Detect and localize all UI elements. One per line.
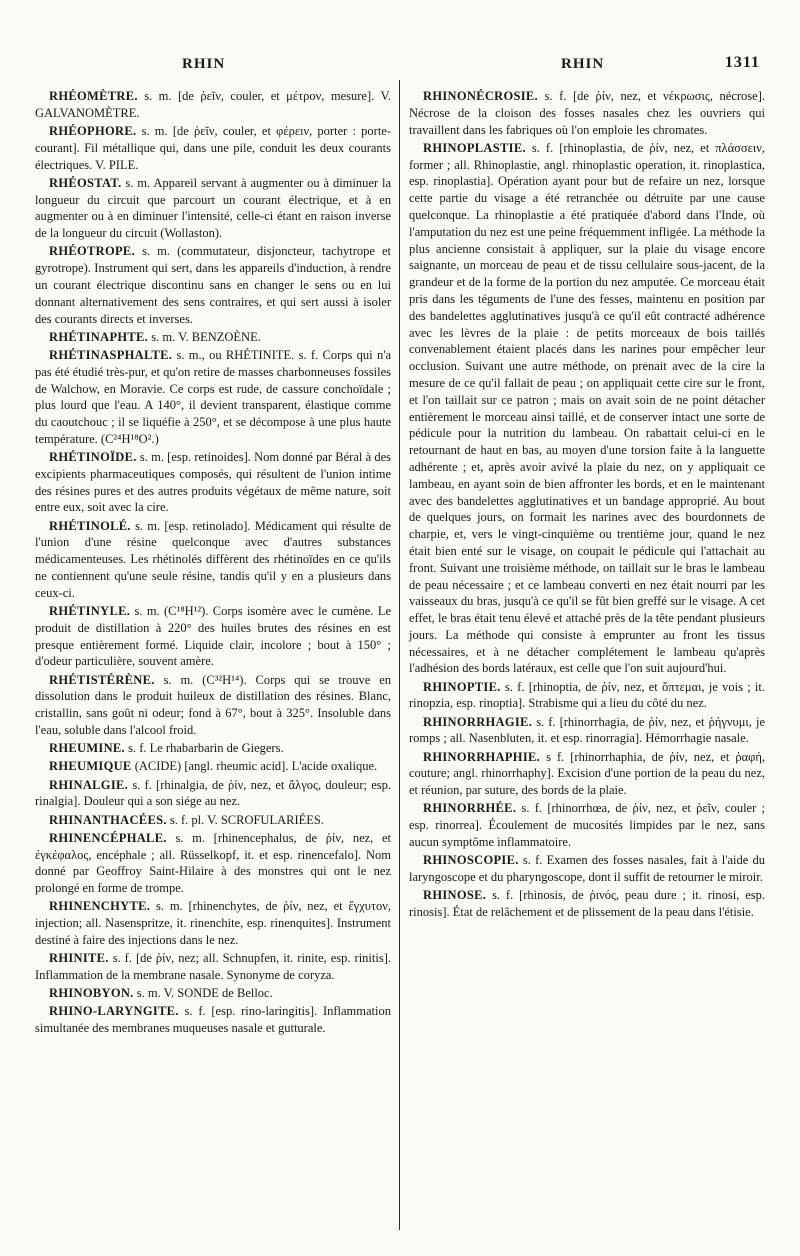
dictionary-entry — [35, 758, 391, 775]
entry-definition: s. f. Examen des fosses nasales, fait à l'aide du laryngoscope et du pharyngoscope, dont il suffit de retourner le miroir. — [409, 853, 766, 884]
entry-definition: s. m. (C¹⁸H¹²). Corps isomère avec le cumène. Le produit de distillation à 220° des huiles brutes des résines en est presque entièrement formé. Liquide clair, incolore ; bout à 150° ; d'odeur particulière, souvent amère. — [35, 604, 391, 669]
entry-headword: RHINOSCOPIE. — [423, 853, 519, 868]
entry-definition: s. f. [rhinorrhœa, de ῥίν, nez, et ῥεῖν, couler ; esp. rinorrea]. Écoulement de mucosités limpides par le nez, sans aucun symptôme inflammatoire. — [409, 801, 765, 850]
dictionary-entry — [409, 679, 765, 713]
dictionary-entry — [35, 243, 391, 327]
entry-headword: RHEUMINE. — [49, 741, 125, 756]
dictionary-entry — [409, 714, 765, 748]
entry-headword: RHÉOMÈTRE. — [49, 89, 138, 103]
entry-definition: s f. [rhinorrhaphia, de ῥίν, nez, et ῥαφή, couture; angl. rhinorrhaphy]. Excision d'une portion de la peau du nez, et réunion, par suture, des bords de la plaie. — [409, 749, 765, 798]
entry-headword: RHINOPLASTIE. — [423, 140, 526, 155]
entry-headword: RHINOSE. — [423, 888, 487, 903]
running-header-left: RHIN — [182, 56, 226, 72]
column-divider — [399, 80, 400, 1230]
dictionary-entry — [35, 777, 391, 811]
entry-headword: RHÉTINYLE. — [49, 604, 131, 619]
dictionary-entry — [35, 830, 391, 897]
entry-headword: RHÉTINAPHTE. — [49, 329, 149, 344]
entry-definition: s. m. [rhinencephalus, de ῥίν, nez, et ἐγκέφαλος, encéphale ; all. Rüsselkopf, it. et esp. rinencefalo]. Nom donné par Geoffroy Saint-Hilaire à des monstres qui ont le nez prolongé en forme de trompe. — [35, 830, 391, 896]
dictionary-entry — [35, 950, 391, 984]
entry-definition: s. m., ou RHÉTINITE. s. f. Corps qui n'a pas été étudié très-pur, et qu'on retire de masses charbonneuses fossiles de Walchow, en Moravie. Ce corps est rude, de cassure conchoïdale ; plus lourd que l'eau. A 140°, il devient transparent, élastique comme du caoutchouc ; il se liquéfie à 250°, et se décompose à une plus haute température. (C²⁴H¹⁸O².) — [35, 347, 391, 446]
entry-definition: s. f. [rhinosis, de ῥινός, peau dure ; it. rinosi, esp. rinosis]. État de relâchement et de plissement de la peau dans l'étisie. — [409, 888, 766, 919]
entry-definition: s. m. Appareil servant à augmenter ou à diminuer la longueur du circuit que parcourt un courant électrique, et à en augmenter ou à en diminuer l'intensité, celle-ci étant en raison inverse de la longueur du circuit (Wollaston). — [35, 175, 391, 241]
dictionary-entry — [35, 123, 391, 173]
dictionary-entry — [35, 812, 391, 829]
entry-headword: RHÉTISTÉRÈNE. — [49, 672, 155, 687]
dictionary-entry — [409, 887, 765, 921]
entry-definition: s. m. [rhinenchytes, de ῥίν, nez, et ἔγχυτον, injection; all. Nasenspritze, it. rinenchite, esp. rinenquites]. Instrument destiné à faire des injections dans le nez. — [35, 899, 391, 947]
entry-definition: s. m. (commutateur, disjoncteur, tachytrope et gyrotrope). Instrument qui sert, dans les appareils d'induction, à rendre un courant électrique discontinu sans en changer le sens ou en lui donnant alternativement des sens contraires, et qui sert aussi à isoler des courants directs et inverses. — [35, 244, 392, 326]
running-header-right: RHIN — [561, 56, 605, 72]
entry-headword: RHINOPTIE. — [423, 679, 501, 694]
entry-headword: RHÉOPHORE. — [49, 123, 137, 138]
page-number: 1311 — [724, 54, 760, 71]
entry-definition: s. m. V. BENZOÈNE. — [151, 329, 261, 344]
right-column — [409, 88, 765, 922]
entry-headword: RHEUMIQUE — [49, 759, 132, 774]
entry-headword: RHÉTINASPHALTE. — [49, 347, 173, 362]
entry-headword: RHINANTHACÉES. — [49, 812, 167, 827]
entry-definition: s. f. [rhinalgia, de ῥίν, nez, et ἄλγος, douleur; esp. rinalgia]. Douleur qui a son siége au nez. — [35, 777, 391, 809]
entry-headword: RHÉOSTAT. — [49, 175, 122, 190]
entry-definition: (ACIDE) [angl. rheumic acid]. L'acide oxalique. — [134, 759, 378, 774]
dictionary-entry — [35, 347, 391, 448]
entry-definition: s. m. V. SONDE de Belloc. — [136, 986, 273, 1001]
dictionary-entry — [409, 88, 765, 138]
entry-headword: RHINENCÉPHALE. — [49, 830, 167, 845]
dictionary-entry — [35, 88, 391, 122]
dictionary-entry — [409, 852, 765, 886]
entry-headword: RHINORRHAGIE. — [423, 714, 533, 729]
entry-definition: s. m. (C³²H¹⁴). Corps qui se trouve en dissolution dans le produit huileux de distillation des résines. Blanc, cristallin, sans goût ni odeur; fond à 67°, bout à 325°. Insoluble dans l'eau, soluble dans l'alcool froid. — [35, 672, 392, 737]
entry-headword: RHINONÉCROSIE. — [423, 89, 538, 103]
entry-headword: RHINITE. — [49, 951, 109, 966]
entry-headword: RHINO-LARYNGITE. — [49, 1004, 179, 1019]
dictionary-entry — [35, 329, 391, 346]
dictionary-entry — [409, 749, 765, 799]
dictionary-entry — [35, 1003, 391, 1037]
entry-definition: s. f. [de ῥίν, nez, et νέκρωσις, nécrose]. Nécrose de la cloison des fosses nasales chez les ouvriers qui travaillent dans les fabriques où l'on emploie les chromates. — [409, 89, 765, 137]
dictionary-entry — [35, 449, 391, 516]
entry-headword: RHÉTINOLÉ. — [49, 518, 131, 533]
entry-definition: s. m. [de ῥεῖν, couler, et φέρειν, porter : porte-courant]. Fil métallique qui, dans une pile, conduit les deux courants électriques. V. PILE. — [35, 123, 392, 172]
entry-definition: s. f. [de ῥίν, nez; all. Schnupfen, it. rinite, esp. rinitis]. Inflammation de la membrane nasale. Synonyme de coryza. — [35, 951, 391, 982]
dictionary-entry — [409, 800, 765, 850]
entry-headword: RHÉTINOÏDE. — [49, 450, 137, 465]
entry-headword: RHÉOTROPE. — [49, 244, 135, 259]
entry-headword: RHINORRHÉE. — [423, 801, 517, 816]
entry-definition: s. f. Le rhabarbarin de Giegers. — [128, 741, 284, 756]
entry-headword: RHINALGIE. — [49, 777, 129, 792]
entry-headword: RHINENCHYTE. — [49, 899, 151, 914]
dictionary-entry — [35, 518, 391, 602]
dictionary-entry — [409, 140, 765, 678]
entry-definition: s. f. [rhinoptia, de ῥίν, nez, et ὄπτεμαι, je vois ; it. rinopzia, esp. rinoptia]. Strabisme qui a lieu du côté du nez. — [409, 679, 765, 711]
entry-definition: s. m. [esp. retinoides]. Nom donné par Béral à des excipients pharmaceutiques composés, qui résultent de l'union intime des résines pures et des autres produits végétaux de même nature, soit entre eux, soit avec la cire. — [35, 450, 392, 515]
entry-headword: RHINORRHAPHIE. — [423, 749, 541, 764]
entry-definition: s. m. [esp. retinolado]. Médicament qui résulte de l'union d'une résine quelconque avec d'autres substances médicamenteuses. Les rhétinolés diffèrent des rhétinoïdes en ce qu'ils ne contiennent qu'une seule résine, tandis qu'il y en a plusieurs dans ceux-ci. — [35, 518, 391, 600]
entry-definition: s. f. [rhinorrhagia, de ῥίν, nez, et ῥήγνυμι, je romps ; all. Nasenbluten, it. et esp. rinorragia]. Hémorrhagie nasale. — [409, 714, 765, 746]
entry-definition: s. f. [rhinoplastia, de ῥίν, nez, et πλάσσειν, former ; all. Rhinoplastie, angl. rhinoplastic operation, it. rinoplastica, esp. rinoplastia]. Opération ayant pour but de refaire un nez, lorsque cette partie du visage a été retranchée ou détruite par une cause quelconque. La rhinoplastie a été pratiquée d'abord dans l'Inde, où l'amputation du nez est une peine fréquemment infligée. La méthode la plus ancienne consistait à appliquer, sur la plaie du visage encore saignante, un morceau de peau et de tissu cellulaire sous-jacent, de la grandeur et de la forme de la portion du nez amputée. Ce morceau était pris dans les téguments de l'une des fesses, maintenu en position par des bandelettes agglutinatives jusqu'à ce qu'il eût contracté adhérence avec les lèvres de la plaie : de petits morceaux de bois taillés convenablement étaient placés dans les narines pour empêcher leur occlusion. Suivant une autre méthode, on prenait avec de la cire la mesure de ce qu'il fallait de peau ; on appliquait cette cire sur le front, et l'on taillait sur ce patron ; mais on avait soin de ne point détacher entièrement le morceau ainsi taillé, et de conserver intact une sorte de pédicule pour la nutrition du lambeau. On rabattait celui-ci en le retournant de haut en bas, au moyen d'une torsion faite à la languette adhérente ; et, après avoir avivé la plaie du nez, on y appliquait ce lambeau, en ayant soin de bien affronter les bords, et en le maintenant avec des bandelettes agglutinatives et un bandage approprié. Au bout de quelques jours, on formait les narines avec des bourdonnets de charpie, et, vers le vingt-cinquième ou trentième jour, quand le nez était bien enté sur le visage, on coupait le pédicule qui l'attachait au front. Suivant une troisième méthode, on taillait sur le bras le lambeau de peau nécessaire ; et ce lambeau converti en nez était nourri par les vaisseaux du bras, jusqu'à ce qu'il se fût bien greffé sur le visage. A cet effet, le bras était tenu élevé et attaché près de la tête pendant plusieurs jours. La méthode qui consiste à emprunter au front les tissus nécessaires, et à ne détacher complétement le lambeau qu'après l'adhésion des bords latéraux, est celle que l'on suit aujourd'hui. — [409, 140, 765, 676]
dictionary-entry — [35, 603, 391, 670]
dictionary-entry — [35, 898, 391, 948]
dictionary-entry — [35, 740, 391, 757]
entry-headword: RHINOBYON. — [49, 986, 134, 1001]
entry-definition: s. m. [de ῥεῖν, couler, et μέτρον, mesure]. V. GALVANOMÈTRE. — [35, 89, 392, 120]
entry-definition: s. f. pl. V. SCROFULARIÉES. — [169, 812, 324, 827]
dictionary-entry — [35, 672, 391, 739]
dictionary-entry — [35, 985, 391, 1002]
left-column — [35, 88, 391, 1038]
dictionary-entry — [35, 175, 391, 242]
entry-definition: s. f. [esp. rino-laringitis]. Inflammation simultanée des membranes muqueuses nasale et gutturale. — [35, 1004, 391, 1036]
